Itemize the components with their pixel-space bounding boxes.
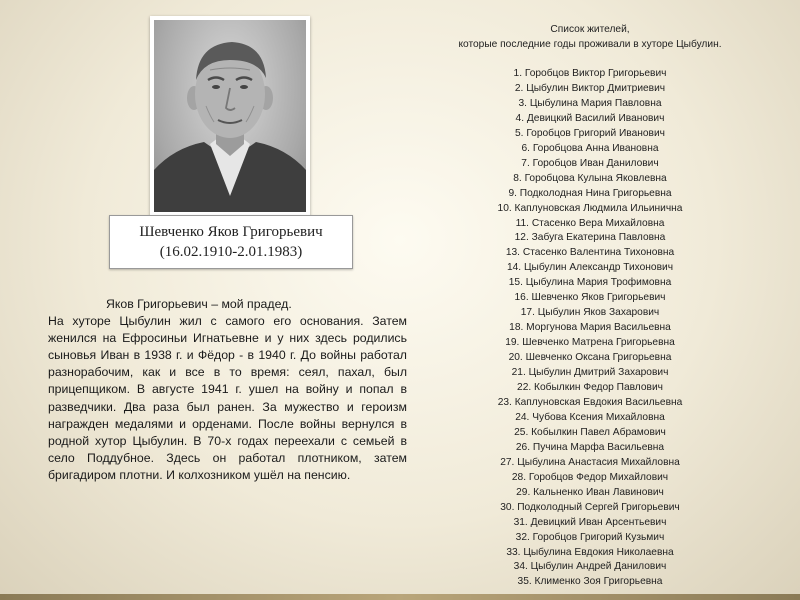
- list-item: 15. Цыбулина Мария Трофимовна: [508, 277, 672, 289]
- list-item: 23. Каплуновская Евдокия Васильевна: [497, 396, 683, 408]
- list-item: 17. Цыбулин Яков Захарович: [520, 307, 660, 319]
- list-item: 1. Горобцов Виктор Григорьевич: [513, 68, 667, 79]
- list-item: 5. Горобцов Григорий Иванович: [515, 127, 665, 139]
- list-item: 25. Кобылкин Павел Абрамович: [514, 426, 666, 438]
- portrait-drawing: [154, 20, 306, 212]
- list-item: 24. Чубова Ксения Михайловна: [515, 411, 665, 423]
- residents-list-title: [410, 22, 770, 52]
- list-item: 28. Горобцов Федор Михайлович: [511, 471, 669, 483]
- list-item: 34. Цыбулин Андрей Данилович: [513, 561, 667, 573]
- list-item: 3. Цыбулина Мария Павловна: [518, 97, 662, 109]
- bio-body: На хуторе Цыбулин жил с самого его основания. Затем женился на Ефросиньи Игнатьевне и у них здесь родились сыновья Иван в 1938 г. и Фёдор - в 1940 г. До войны работал разнорабочим, как и все в то время: сеял, пахал, был прицепщиком. В августе 1941 г. ушел на войну и попал в разведчики. Два раза был ранен. За мужество и героизм награжден медалями и орденами. После войны вернулся в родной хутор Цыбулин. В 70-х годах переехали с семьей в село Поддубное. Здесь он работал плотником, затем бригадиром плотни. И колхозником ушёл на пенсию.: [48, 314, 407, 482]
- list-item: 18. Моргунова Мария Васильевна: [509, 322, 671, 334]
- list-item: 20. Шевченко Оксана Григорьевна: [508, 352, 672, 364]
- list-item: 29. Кальненко Иван Лавинович: [516, 486, 664, 498]
- list-item: 8. Горобцова Кулына Яковлевна: [513, 172, 667, 184]
- list-item: 12. Забуга Екатерина Павловна: [514, 232, 666, 244]
- list-title-line2: которые последние годы проживали в хуторе Цыбулин.: [458, 39, 722, 50]
- portrait-frame: [150, 16, 310, 216]
- portrait-photo: [154, 20, 306, 212]
- list-item: 21. Цыбулин Дмитрий Захарович: [511, 367, 669, 379]
- list-item: 14. Цыбулин Александр Тихонович: [506, 262, 674, 274]
- list-item: 7. Горобцов Иван Данилович: [521, 157, 659, 169]
- list-item: 16. Шевченко Яков Григорьевич: [514, 292, 666, 304]
- list-item: 32. Горобцов Григорий Кузьмич: [515, 531, 665, 543]
- list-item: 30. Подколодный Сергей Григорьевич: [500, 501, 680, 513]
- list-item: 19. Шевченко Матрена Григорьевна: [505, 337, 675, 349]
- list-title-line1: Список жителей,: [550, 24, 630, 35]
- list-item: 27. Цыбулина Анастасия Михайловна: [500, 456, 680, 468]
- residents-list: [410, 67, 770, 590]
- caption-name: Шевченко Яков Григорьевич: [139, 224, 323, 240]
- list-item: 13. Стасенко Валентина Тихоновна: [505, 247, 675, 259]
- portrait-caption: [109, 215, 353, 269]
- list-item: 35. Клименко Зоя Григорьевна: [517, 576, 663, 588]
- list-item: 31. Девицкий Иван Арсентьевич: [513, 516, 667, 528]
- biography-text: [48, 296, 407, 484]
- list-item: 26. Пучина Марфа Васильевна: [515, 441, 665, 453]
- list-item: 11. Стасенко Вера Михайловна: [515, 217, 665, 229]
- list-item: 4. Девицкий Василий Иванович: [515, 112, 665, 124]
- list-item: 33. Цыбулина Евдокия Николаевна: [506, 546, 674, 558]
- list-item: 6. Горобцова Анна Ивановна: [521, 142, 659, 154]
- list-item: 9. Подколодная Нина Григорьевна: [508, 187, 672, 199]
- bottom-decor-band: [0, 594, 800, 600]
- caption-dates: (16.02.1910-2.01.1983): [159, 244, 303, 260]
- list-item: 22. Кобылкин Федор Павлович: [517, 382, 663, 394]
- list-item: 2. Цыбулин Виктор Дмитриевич: [514, 82, 666, 94]
- list-item: 10. Каплуновская Людмила Ильинична: [497, 202, 683, 214]
- bio-first-line: Яков Григорьевич – мой прадед.: [106, 297, 292, 311]
